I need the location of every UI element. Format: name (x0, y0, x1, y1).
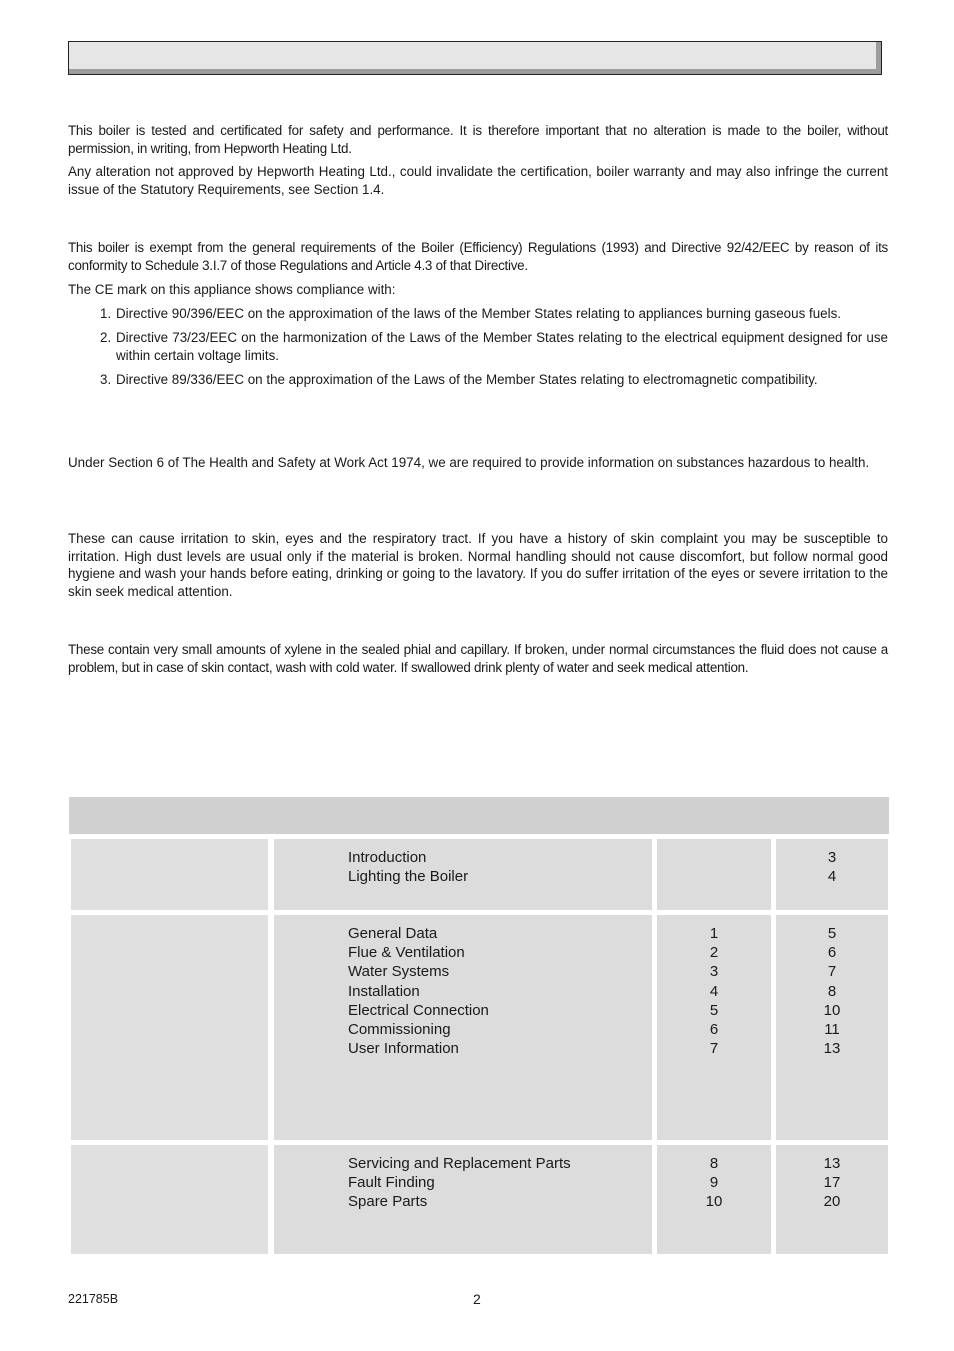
list-item: 6 (709, 1021, 719, 1039)
contents-group-2-label (71, 915, 268, 1140)
page-number: 2 (473, 1291, 481, 1307)
contents-group-1-pages (776, 839, 888, 910)
list-item: 5 (827, 925, 837, 942)
health-safety-paragraph: Under Section 6 of The Health and Safety at Work Act 1974, we are required to provide information on substances hazardous to health. (68, 455, 870, 470)
list-item: 3 (709, 963, 719, 981)
list-item: 6 (827, 944, 837, 962)
contents-group-3-titles (274, 1145, 652, 1254)
list-item: 7 (709, 1040, 719, 1058)
list-item: Introduction (348, 849, 427, 866)
list-item: 8 (709, 1155, 719, 1172)
list-item: Servicing and Replacement Parts (348, 1155, 571, 1172)
list-item: 13 (823, 1040, 841, 1058)
list-item: 17 (823, 1174, 841, 1192)
list-item: 5 (709, 1001, 719, 1019)
list-item: General Data (348, 925, 438, 942)
page-title-bar (68, 41, 882, 75)
contents-group-3-label (71, 1145, 268, 1254)
list-item: 4 (709, 982, 719, 1000)
contents-group-3-sections (657, 1145, 771, 1254)
directive-item-3: 3. Directive 89/336/EEC on the approximation of the Laws of the Member States relating to electromagnetic compatibility. (100, 372, 818, 387)
contents-group-2-sections (657, 915, 771, 1140)
list-item: 11 (824, 1021, 840, 1039)
efficiency-exemption-paragraph: This boiler is exempt from the general requirements of the Boiler (Efficiency) Regulations (1993) and Directive 92/42/EEC by reason of its conformity to Schedule 3.I.7 of those Regulations and Article 4.3 of that Directive. (68, 240, 888, 273)
list-item: 4 (827, 868, 837, 886)
contents-group-1-sections (657, 839, 771, 910)
list-item: Spare Parts (348, 1193, 428, 1211)
list-item: 13 (823, 1155, 841, 1172)
list-item: 7 (827, 963, 837, 981)
contents-group-3-pages (776, 1145, 888, 1254)
ce-mark-paragraph: The CE mark on this appliance shows compliance with: (68, 282, 396, 297)
directive-item-1: 1. Directive 90/396/EEC on the approximation of the laws of the Member States relating to appliances burning gaseous fuels. (100, 306, 841, 321)
list-item: Lighting the Boiler (348, 868, 469, 886)
list-item: 10 (705, 1193, 723, 1211)
contents-group-1-titles (274, 839, 652, 910)
certification-paragraph: This boiler is tested and certificated for safety and performance. It is therefore important that no alteration is made to the boiler, without permission, in writing, from Hepworth Heating Ltd. (68, 123, 888, 156)
list-item: 1 (709, 925, 719, 942)
list-item: Water Systems (348, 963, 450, 981)
list-item: Flue & Ventilation (348, 944, 465, 962)
list-item: 2 (709, 944, 719, 962)
directive-item-2: 2. Directive 73/23/EEC on the harmonization of the Laws of the Member States relating to the electrical equipment designed for use within certain voltage limits. (100, 330, 888, 363)
contents-group-1-label (71, 839, 268, 910)
contents-group-2-pages (776, 915, 888, 1140)
list-item: 10 (823, 1001, 841, 1019)
list-item: 9 (709, 1174, 719, 1192)
list-item: Fault Finding (348, 1174, 435, 1192)
alteration-paragraph: Any alteration not approved by Hepworth Heating Ltd., could invalidate the certification, boiler warranty and may also infringe the current issue of the Statutory Requirements, see Section 1.4. (68, 164, 888, 197)
list-item: 3 (827, 849, 837, 866)
list-item: Electrical Connection (348, 1001, 489, 1019)
list-item: 20 (823, 1193, 841, 1211)
contents-header-bar (69, 797, 889, 834)
list-item: Commissioning (348, 1021, 451, 1039)
contents-group-2-titles (274, 915, 652, 1140)
document-code: 221785B (68, 1292, 119, 1306)
thermostat-paragraph: These contain very small amounts of xylene in the sealed phial and capillary. If broken, under normal circumstances the fluid does not cause a problem, but in case of skin contact, wash with cold water. If swallowed drink plenty of water and seek medical attention. (68, 642, 888, 675)
list-item: Installation (348, 982, 420, 1000)
list-item: 8 (827, 982, 837, 1000)
list-item: User Information (348, 1040, 459, 1058)
insulation-paragraph: These can cause irritation to skin, eyes and the respiratory tract. If you have a history of skin complaint you may be susceptible to irritation. High dust levels are usual only if the material is broken. Normal handling should not cause discomfort, but follow normal good hygiene and wash your hands before eating, drinking or going to the lavatory. If you do suffer irritation of the eyes or severe irritation to the skin seek medical attention. (68, 531, 888, 599)
